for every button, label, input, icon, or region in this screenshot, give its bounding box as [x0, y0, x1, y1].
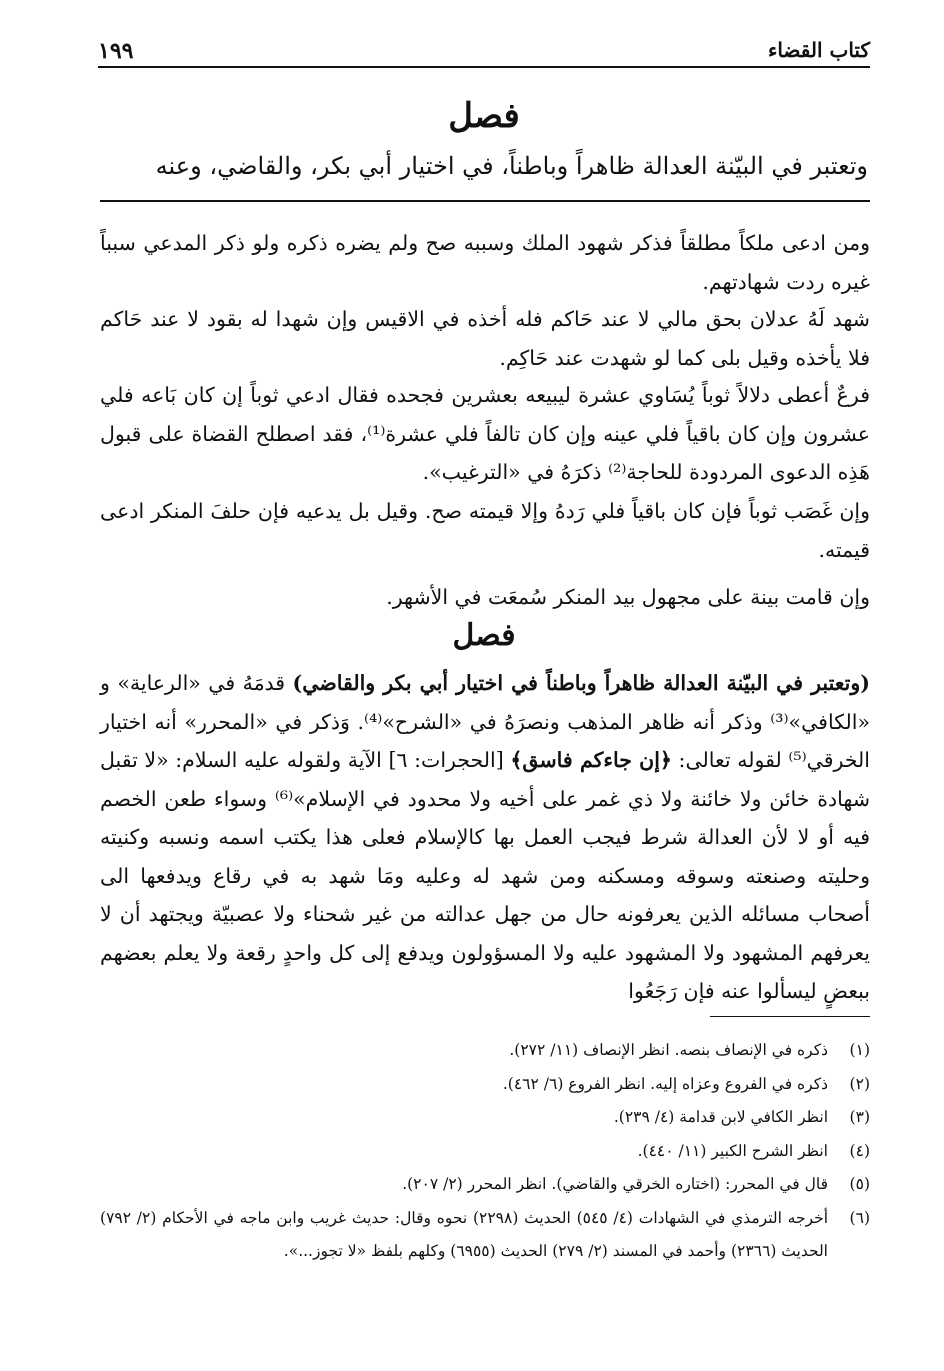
page-number: ١٩٩ — [98, 38, 134, 64]
paragraph-3: فرعٌ أعطى دلالاً ثوباً يُسَاوي عشرة ليبيعه بعشرين فجحده فقال ادعي ثوباً إن كان بَاعه فلي عشرون وإن كان باقياً فلي عينه وإن كان تالفاً فلي عشرة⁽¹⁾، فقد اصطلح القضاة على قبول هَذِه الدعوى المردودة للحاجة⁽²⁾ ذكرَهُ في «الترغيب». — [100, 383, 870, 484]
book-title: كتاب القضاء — [767, 38, 870, 62]
footnote — [100, 1135, 870, 1169]
footnote — [100, 1202, 870, 1269]
matn-text-1: وتعتبر في البيّنة العدالة ظاهراً وباطناً، في اختيار أبي بكر، والقاضي، وعنه — [155, 152, 868, 180]
footnote-text: أخرجه الترمذي في الشهادات (٤/ ٥٤٥) الحديث (٢٢٩٨) نحوه وقال: حديث غريب وابن ماجه في الأحكام (٢/ ٧٩٢) الحديث (٢٣٦٦) وأحمد في المسند (٢/ ٢٧٩) الحديث (٦٩٥٥) وكلهم بلفظ «لا تجوز...». — [100, 1208, 828, 1260]
paragraph-1: ومن ادعى ملكاً مطلقاً فذكر شهود الملك وسببه صح ولم يضره ذكره ولو ذكر المدعي سبباً غيره ردت شهادتهم. — [100, 231, 870, 294]
footnote-text: انظر الشرح الكبير (١١/ ٤٤٠). — [637, 1141, 828, 1160]
page-header — [98, 34, 870, 68]
footnote-separator — [710, 1016, 870, 1017]
footnote-number: (١) — [849, 1041, 870, 1059]
section-title-1: فصل — [448, 96, 520, 136]
paragraph-2: شهد لَهُ عدلان بحق مالي لا عند حَاكم فله أخذه في الاقيس وإن شهدا له بقود لا عند حَاكم فلا يأخذه وقيل بلى كما لو شهدت عند حَاكِم. — [100, 307, 870, 370]
commentary-paragraph — [100, 664, 870, 1011]
footnote — [100, 1168, 870, 1202]
footnote-number: (٢) — [849, 1074, 870, 1093]
footnote — [100, 1101, 870, 1135]
footnote-number: (٦) — [849, 1208, 870, 1227]
footnotes — [100, 1034, 870, 1269]
divider-rule — [100, 200, 870, 202]
sharh-text-2: [الحجرات: ٦] الآية ولقوله عليه السلام: «لا تقبل شهادة خائن ولا خائنة ولا ذي غمر على أخيه ولا محدود في الإسلام»⁽⁶⁾ وسواء طعن الخصم فيه أو لا لأن العدالة شرط فيجب العمل بها كالإسلام فعلى هذا يكتب اسمه ونسبه وكنيته وحليته وصنعته وسوقه ومسكنه ومن شهد له وعليه ومَا شهد به في رقاع ويدفعها الى أصحاب مسائله الذين يعرفونه حال من جهل عدالته من غير شحناء ولا عصبيّة ويجتهد أن لا يعرفهم المشهود ولا المشهود عليه ولا المسؤولون ويدفع إلى كل واحدٍ رقعة ولا يعلم بعضهم ببعضٍ ليسألوا عنه فإن رَجَعُوا — [100, 748, 870, 1003]
footnote-text: ذكره في الإنصاف بنصه. انظر الإنصاف (١١/ ٢٧٢). — [509, 1041, 828, 1059]
footnote — [100, 1068, 870, 1102]
sharh-text-1: قدمَهُ في «الرعاية» و «الكافي»⁽³⁾ وذكر أنه ظاهر المذهب ونصرَهُ في «الشرح»⁽⁴⁾. وَذكر في «المحرر» أنه اختيار الخرقي⁽⁵⁾ لقوله تعالى: — [100, 671, 871, 772]
footnote-number: (٥) — [849, 1175, 870, 1193]
footnote-number: (٣) — [849, 1108, 870, 1126]
quran-ayah: ﴿إن جاءكم فاسق﴾ — [510, 748, 672, 772]
paragraph-5: وإن قامت بينة على مجهول بيد المنكر سُمعَت في الأشهر. — [386, 585, 870, 609]
footnote-number: (٤) — [849, 1141, 870, 1160]
section-title-2: فصل — [452, 618, 516, 653]
footnote — [100, 1034, 870, 1068]
footnote-text: ذكره في الفروع وعزاه إليه. انظر الفروع (٦/ ٤٦٢). — [502, 1074, 828, 1093]
footnote-text: قال في المحرر: (اختاره الخرقي والقاضي). انظر المحرر (٢/ ٢٠٧). — [402, 1175, 828, 1193]
paragraph-4: وإن غَصَب ثوباً فإن كان باقياً فلي رَدهُ وإلا قيمته صح. وقيل بل يدعيه فإن حلفَ المنكر ادعى قيمته. — [100, 499, 870, 562]
footnote-text: انظر الكافي لابن قدامة (٤/ ٢٣٩). — [613, 1108, 828, 1126]
matn-quote: (وتعتبر في البيّنة العدالة ظاهراً وباطناً في اختيار أبي بكر والقاضي) — [292, 671, 870, 695]
